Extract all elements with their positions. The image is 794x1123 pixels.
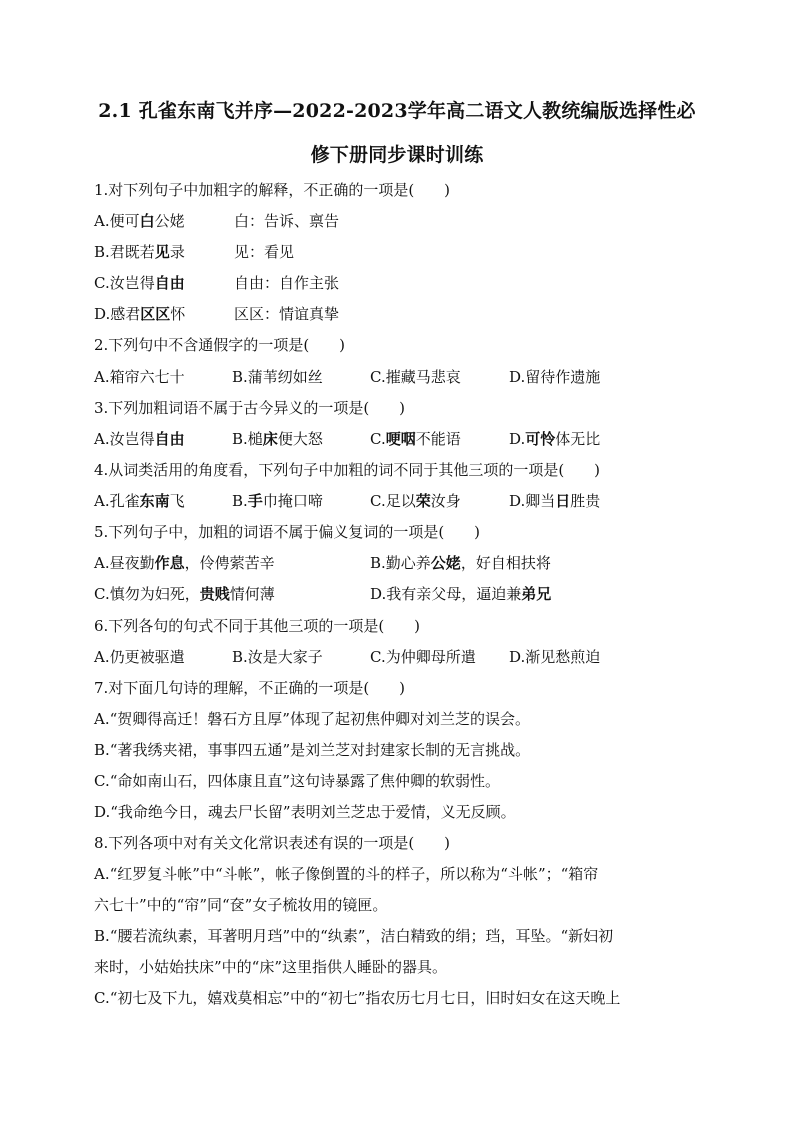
q1-option-a: A.便可白公姥 [94, 212, 185, 230]
q4-option-a: A.孔雀东南飞 [94, 492, 185, 510]
q3-option-d: D.可怜体无比 [509, 430, 601, 448]
q7-option-c: C.“命如南山石，四体康且直”这句诗暴露了焦仲卿的软弱性。 [94, 772, 501, 790]
q5-option-b: B.勤心养公姥，好自相扶将 [370, 554, 551, 572]
q6-option-a: A.仍更被驱遣 [94, 648, 185, 666]
q5-option-a: A.昼夜勤作息，伶俜萦苦辛 [94, 554, 275, 572]
q7-option-d: D.“我命绝今日，魂去尸长留”表明刘兰芝忠于爱情，义无反顾。 [94, 803, 516, 821]
q8-text-line: 来时，小姑始扶床”中的“床”这里指供人睡卧的器具。 [94, 958, 448, 976]
q4-option-c: C.足以荣汝身 [370, 492, 461, 510]
q4-option-b: B.手巾掩口啼 [232, 492, 323, 510]
q1-option-c: C.汝岂得自由 [94, 274, 185, 292]
q2-option-d: D.留待作遗施 [509, 368, 601, 386]
q7-stem: 7.对下面几句诗的理解，不正确的一项是( ) [94, 679, 406, 697]
q6-option-c: C.为仲卿母所遣 [370, 648, 476, 666]
q1-stem: 1.对下列句子中加粗字的解释，不正确的一项是( ) [94, 181, 451, 199]
document-title-line-2: 修下册同步课时训练 [310, 144, 484, 166]
q3-option-c: C.哽咽不能语 [370, 430, 461, 448]
q1-gloss-c: 自由：自作主张 [234, 274, 340, 292]
q3-stem: 3.下列加粗词语不属于古今异义的一项是( ) [94, 399, 406, 417]
q8-text-line: C.“初七及下九，嬉戏莫相忘”中的“初七”指农历七月七日，旧时妇女在这天晚上 [94, 989, 621, 1007]
q7-option-a: A.“贺卿得高迁！磐石方且厚”体现了起初焦仲卿对刘兰芝的误会。 [94, 710, 530, 728]
q8-stem: 8.下列各项中对有关文化常识表述有误的一项是( ) [94, 834, 451, 852]
q5-option-d: D.我有亲父母，逼迫兼弟兄 [370, 585, 552, 603]
q6-stem: 6.下列各句的句式不同于其他三项的一项是( ) [94, 617, 421, 635]
q4-stem: 4.从词类活用的角度看，下列句子中加粗的词不同于其他三项的一项是( ) [94, 461, 601, 479]
document-title-line-1: 2.1 孔雀东南飞并序—2022-2023学年高二语文人教统编版选择性必 [98, 100, 696, 122]
q1-option-d: D.感君区区怀 [94, 305, 186, 323]
q2-option-a: A.箱帘六七十 [94, 368, 185, 386]
q6-option-d: D.渐见愁煎迫 [509, 648, 601, 666]
q1-gloss-b: 见：看见 [234, 243, 295, 261]
q7-option-b: B.“著我绣夹裙，事事四五通”是刘兰芝对封建家长制的无言挑战。 [94, 741, 531, 759]
q3-option-b: B.槌床便大怒 [232, 430, 323, 448]
q1-option-b: B.君既若见录 [94, 243, 185, 261]
q3-option-a: A.汝岂得自由 [94, 430, 185, 448]
q8-text-line: B.“腰若流纨素，耳著明月珰”中的“纨素”，洁白精致的绢；珰，耳坠。“新妇初 [94, 927, 614, 945]
q5-stem: 5.下列句子中，加粗的词语不属于偏义复词的一项是( ) [94, 523, 481, 541]
q8-text-line: A.“红罗复斗帐”中“斗帐”，帐子像倒置的斗的样子，所以称为“斗帐”；“箱帘 [94, 865, 599, 883]
q2-stem: 2.下列句中不含通假字的一项是( ) [94, 336, 346, 354]
q4-option-d: D.卿当日胜贵 [509, 492, 601, 510]
q2-option-c: C.摧藏马悲哀 [370, 368, 461, 386]
q5-option-c: C.慎勿为妇死，贵贱情何薄 [94, 585, 275, 603]
q2-option-b: B.蒲苇纫如丝 [232, 368, 323, 386]
q6-option-b: B.汝是大家子 [232, 648, 323, 666]
q1-gloss-d: 区区：情谊真挚 [234, 305, 340, 323]
q8-text-line: 六七十”中的“帘”同“奁”女子梳妆用的镜匣。 [94, 896, 388, 914]
q1-gloss-a: 白：告诉、禀告 [234, 212, 340, 230]
